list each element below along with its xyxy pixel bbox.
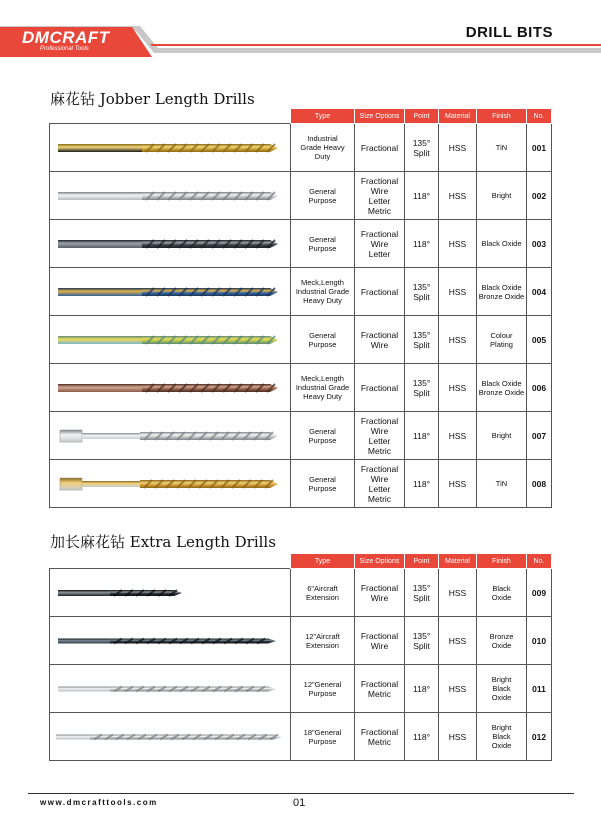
section-title-extra: 加长麻花钻 Extra Length Drills xyxy=(50,533,276,551)
item-number: 010 xyxy=(527,617,552,665)
drill-bit-image xyxy=(50,270,286,314)
drill-image-cell xyxy=(50,665,291,713)
size-options: Fractional Wire xyxy=(355,316,405,364)
brand-logo: DMCRAFT xyxy=(22,28,110,47)
point-angle: 118° xyxy=(405,665,439,713)
size-options: Fractional Wire Letter Metric xyxy=(355,172,405,220)
item-number: 008 xyxy=(527,460,552,508)
drill-bit-image xyxy=(50,414,286,458)
drill-image-cell xyxy=(50,617,291,665)
finish: TiN xyxy=(477,460,527,508)
size-options: Fractional Wire Letter Metric xyxy=(355,460,405,508)
drill-type: General Purpose xyxy=(291,172,355,220)
drill-image-cell xyxy=(50,364,291,412)
material: HSS xyxy=(439,460,477,508)
item-number: 005 xyxy=(527,316,552,364)
drill-bit-image xyxy=(50,715,286,759)
drill-image-cell xyxy=(50,460,291,508)
point-angle: 135° Split xyxy=(405,124,439,172)
finish: TiN xyxy=(477,124,527,172)
table-row xyxy=(50,617,552,665)
table-row xyxy=(50,665,552,713)
table-row xyxy=(50,316,552,364)
drill-bit-image xyxy=(50,126,286,170)
drill-type: Meck,Length Industrial Grade Heavy Duty xyxy=(291,364,355,412)
page-title: DRILL BITS xyxy=(465,24,553,41)
drill-bit-image xyxy=(50,174,286,218)
point-angle: 135° Split xyxy=(405,364,439,412)
drill-image-cell xyxy=(50,220,291,268)
section-title-jobber: 麻花钻 Jobber Length Drills xyxy=(50,90,255,108)
column-header: Size Options xyxy=(355,554,405,569)
point-angle: 118° xyxy=(405,713,439,761)
drill-bit-image xyxy=(50,462,286,506)
footer-website[interactable]: www.dmcrafttools.com xyxy=(40,798,158,807)
finish: Bright xyxy=(477,172,527,220)
column-header: Point xyxy=(405,554,439,569)
size-options: Fractional Metric xyxy=(355,713,405,761)
size-options: Fractional Wire xyxy=(355,569,405,617)
page-header xyxy=(0,0,601,62)
drill-image-cell xyxy=(50,412,291,460)
material: HSS xyxy=(439,569,477,617)
drill-image-cell xyxy=(50,124,291,172)
material: HSS xyxy=(439,412,477,460)
material: HSS xyxy=(439,268,477,316)
item-number: 007 xyxy=(527,412,552,460)
size-options: Fractional xyxy=(355,364,405,412)
drill-bit-image xyxy=(50,619,286,663)
size-options: Fractional Wire Letter xyxy=(355,220,405,268)
column-header: Material xyxy=(439,109,477,124)
table-row xyxy=(50,569,552,617)
drill-type: Industrial Grade Heavy Duty xyxy=(291,124,355,172)
size-options: Fractional xyxy=(355,124,405,172)
finish: Black Oxide xyxy=(477,220,527,268)
point-angle: 118° xyxy=(405,460,439,508)
drill-type: 6"Aircraft Extension xyxy=(291,569,355,617)
drill-image-cell xyxy=(50,268,291,316)
drill-image-cell xyxy=(50,713,291,761)
point-angle: 135° Split xyxy=(405,316,439,364)
drill-bit-image xyxy=(50,667,286,711)
item-number: 011 xyxy=(527,665,552,713)
drill-type: 12"General Purpose xyxy=(291,665,355,713)
item-number: 001 xyxy=(527,124,552,172)
finish: Bright Black Oxide xyxy=(477,665,527,713)
material: HSS xyxy=(439,617,477,665)
finish: Black Oxide Bronze Oxide xyxy=(477,364,527,412)
table-row xyxy=(50,124,552,172)
page-number: 01 xyxy=(293,797,306,809)
material: HSS xyxy=(439,364,477,412)
column-header: No. xyxy=(527,554,552,569)
material: HSS xyxy=(439,713,477,761)
drill-bit-image xyxy=(50,222,286,266)
table-row xyxy=(50,364,552,412)
table-row xyxy=(50,220,552,268)
finish: Bright Black Oxide xyxy=(477,713,527,761)
column-header: Size Options xyxy=(355,109,405,124)
drill-image-cell xyxy=(50,569,291,617)
drill-type: General Purpose xyxy=(291,220,355,268)
column-header: Finish xyxy=(477,109,527,124)
material: HSS xyxy=(439,124,477,172)
column-header: No. xyxy=(527,109,552,124)
finish: Bright xyxy=(477,412,527,460)
drill-type: General Purpose xyxy=(291,412,355,460)
size-options: Fractional Wire Letter Metric xyxy=(355,412,405,460)
size-options: Fractional xyxy=(355,268,405,316)
item-number: 009 xyxy=(527,569,552,617)
point-angle: 135° Split xyxy=(405,617,439,665)
column-header: Point xyxy=(405,109,439,124)
column-header: Material xyxy=(439,554,477,569)
column-header: Type xyxy=(291,554,355,569)
finish: Colour Plating xyxy=(477,316,527,364)
point-angle: 135° Split xyxy=(405,268,439,316)
finish: Bronze Oxide xyxy=(477,617,527,665)
item-number: 006 xyxy=(527,364,552,412)
point-angle: 118° xyxy=(405,412,439,460)
material: HSS xyxy=(439,316,477,364)
table-row xyxy=(50,172,552,220)
material: HSS xyxy=(439,220,477,268)
table-header-row xyxy=(50,554,552,569)
table-row xyxy=(50,412,552,460)
drill-bit-image xyxy=(50,571,286,615)
header-blank-cell xyxy=(50,554,291,569)
point-angle: 118° xyxy=(405,172,439,220)
brand-tagline: Professional Tools xyxy=(40,46,89,52)
drill-image-cell xyxy=(50,172,291,220)
drill-image-cell xyxy=(50,316,291,364)
finish: Black Oxide xyxy=(477,569,527,617)
drill-type: 12"Aircraft Extension xyxy=(291,617,355,665)
finish: Black Oxide Bronze Oxide xyxy=(477,268,527,316)
size-options: Fractional Wire xyxy=(355,617,405,665)
item-number: 003 xyxy=(527,220,552,268)
jobber-drills-table xyxy=(49,108,552,508)
column-header: Finish xyxy=(477,554,527,569)
footer-divider xyxy=(28,793,574,794)
table-row xyxy=(50,460,552,508)
column-header: Type xyxy=(291,109,355,124)
item-number: 012 xyxy=(527,713,552,761)
drill-type: Meck,Length Industrial Grade Heavy Duty xyxy=(291,268,355,316)
point-angle: 135° Split xyxy=(405,569,439,617)
point-angle: 118° xyxy=(405,220,439,268)
size-options: Fractional Metric xyxy=(355,665,405,713)
extra-length-drills-table xyxy=(49,553,552,761)
header-blank-cell xyxy=(50,109,291,124)
item-number: 004 xyxy=(527,268,552,316)
drill-type: General Purpose xyxy=(291,460,355,508)
material: HSS xyxy=(439,665,477,713)
drill-bit-image xyxy=(50,318,286,362)
item-number: 002 xyxy=(527,172,552,220)
table-row xyxy=(50,713,552,761)
table-header-row xyxy=(50,109,552,124)
table-row xyxy=(50,268,552,316)
drill-type: 18"General Purpose xyxy=(291,713,355,761)
drill-type: General Purpose xyxy=(291,316,355,364)
material: HSS xyxy=(439,172,477,220)
drill-bit-image xyxy=(50,366,286,410)
